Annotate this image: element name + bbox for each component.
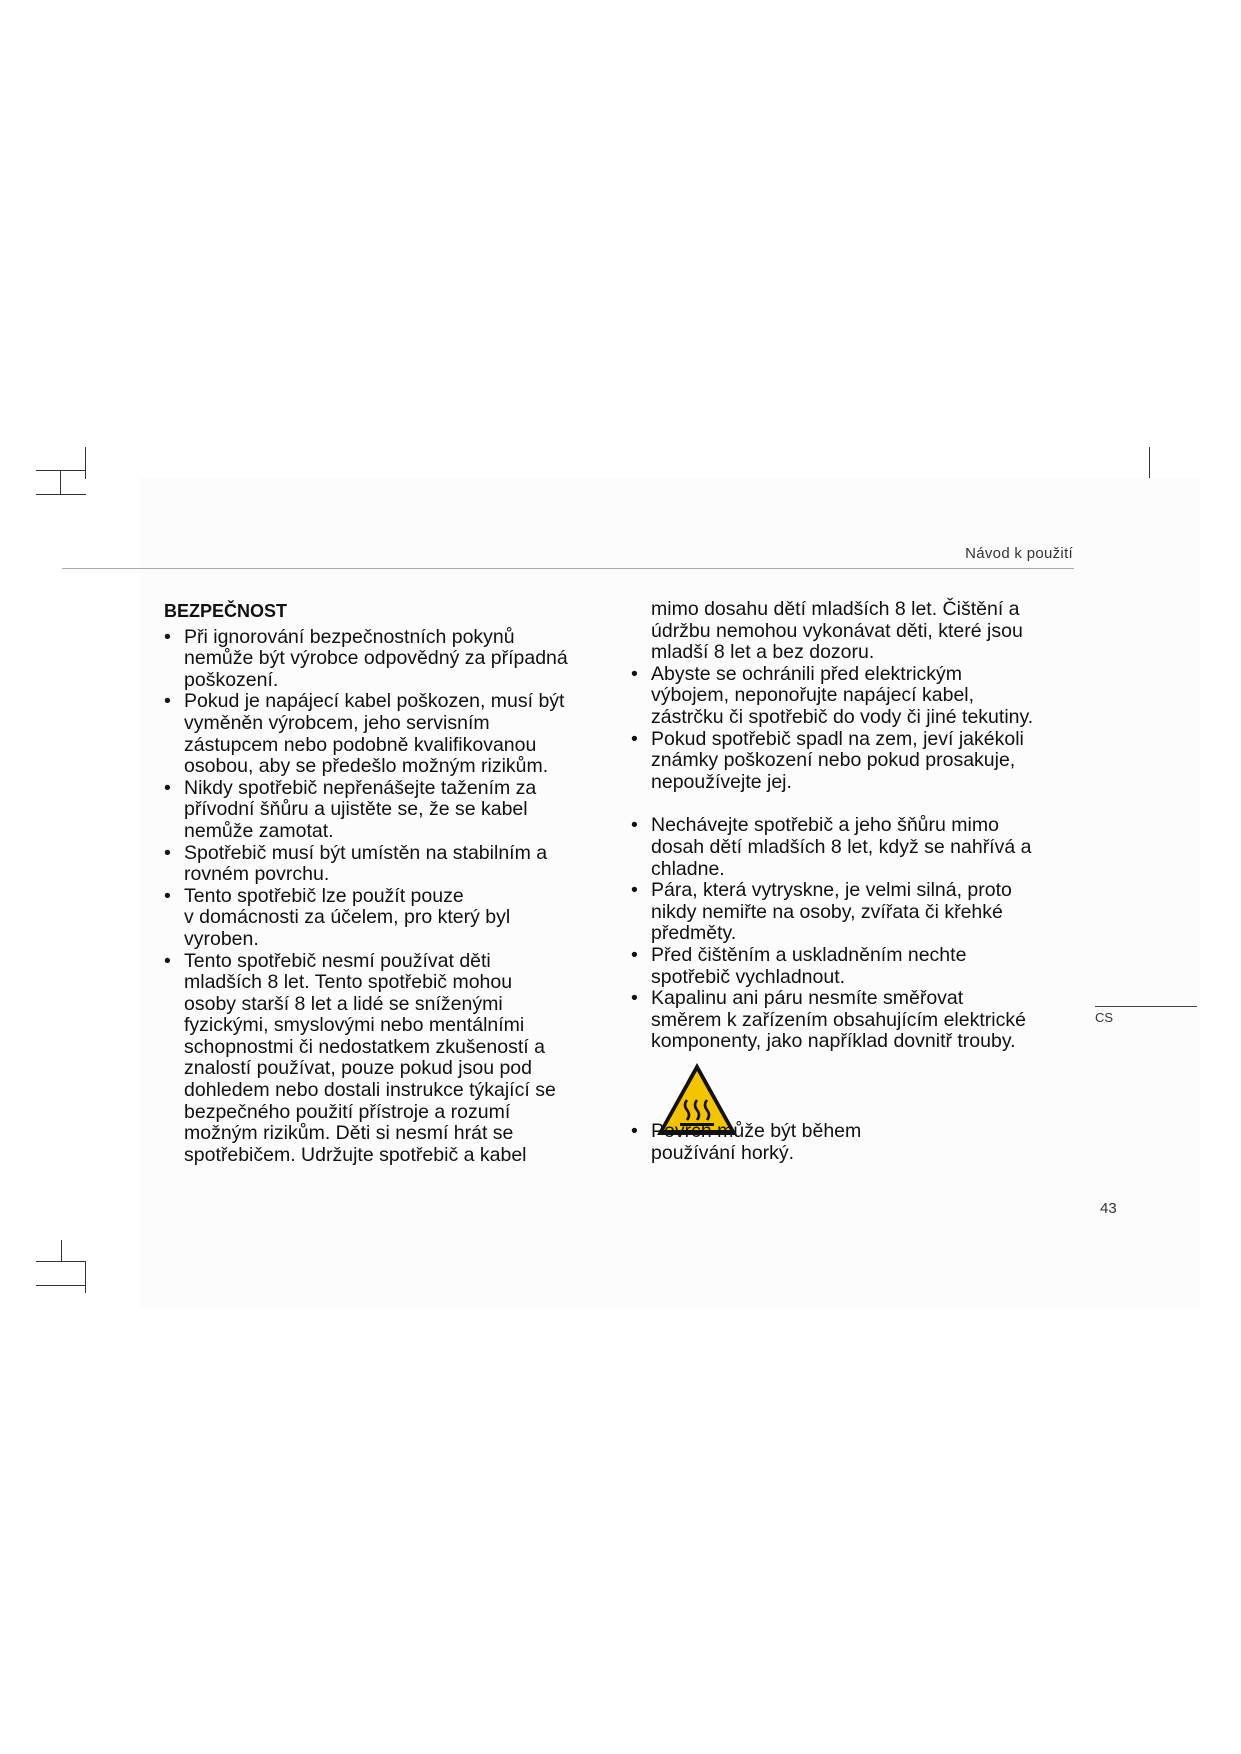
list-item-line: dosah dětí mladších 8 let, když se nahřívá a [651, 835, 1032, 858]
list-item-line: komponenty, jako například dovnitř trouby. [651, 1030, 1016, 1053]
list-item-line: spotřebič vychladnout. [651, 965, 846, 988]
list-item-line: zástrčku či spotřebič do vody či jiné tekutiny. [651, 705, 1034, 728]
list-item [164, 886, 624, 951]
list-item [631, 880, 1091, 945]
list-item-line: nemůže být výrobce odpovědný za případná [184, 647, 568, 670]
list-item-line: zástupcem nebo podobně kvalifikovanou [184, 733, 537, 756]
safety-list-right-a [631, 664, 1091, 794]
header-rule [62, 568, 1074, 569]
right-column [631, 599, 1091, 1053]
bullet-icon: • [631, 727, 638, 750]
crop-mark [36, 1285, 86, 1286]
bullet-icon: • [164, 884, 171, 907]
crop-mark [36, 470, 86, 471]
list-item [164, 691, 624, 777]
list-item [631, 945, 1091, 988]
list-item [164, 627, 624, 692]
crop-mark [85, 447, 86, 479]
list-item-line: Kapalinu ani páru nesmíte směřovat [651, 987, 964, 1010]
section-title: BEZPEČNOST [164, 601, 288, 621]
list-item [164, 951, 624, 1167]
list-item [164, 778, 624, 843]
bullet-icon: • [164, 625, 171, 648]
list-item [164, 843, 624, 886]
list-item-line: poškození. [184, 668, 279, 691]
list-item-line: mladších 8 let. Tento spotřebič mohou [184, 971, 513, 994]
list-item-line: Tento spotřebič lze použít pouze [184, 884, 464, 907]
list-item-line: bezpečného použití přístroje a rozumí [184, 1100, 511, 1123]
list-item-line: předměty. [651, 922, 737, 945]
list-item-line: nemůže zamotat. [184, 819, 334, 842]
list-item-line: v domácnosti za účelem, pro který byl [184, 906, 511, 929]
bullet-icon: • [164, 776, 171, 799]
bullet-icon: • [164, 949, 171, 972]
hot-surface-line-1: Povrch může být během [651, 1120, 862, 1142]
list-item-line: osoby starší 8 let a lidé se sníženými [184, 992, 503, 1015]
hot-surface-text: • Povrch může být během používání horký. [631, 1120, 862, 1164]
list-item-line: fyzickými, smyslovými nebo mentálními [184, 1014, 525, 1037]
list-item-line: Při ignorování bezpečnostních pokynů [184, 625, 515, 648]
list-item [631, 664, 1091, 729]
bullet-icon: • [631, 814, 638, 837]
list-item-line: přívodní šňůru a ujistěte se, že se kabel [184, 798, 528, 821]
list-item-line: směrem k zařízením obsahujícím elektrické [651, 1008, 1026, 1031]
list-item-line: vyroben. [184, 927, 259, 950]
list-item-line: Abyste se ochránili před elektrickým [651, 662, 963, 685]
list-item [631, 988, 1091, 1053]
list-item-line: Tento spotřebič nesmí používat děti [184, 949, 491, 972]
list-item-line: Spotřebič musí být umístěn na stabilním a [184, 841, 548, 864]
language-tab-rule [1095, 1006, 1197, 1007]
list-item [631, 815, 1091, 880]
crop-mark [85, 1261, 86, 1293]
safety-list-left [164, 627, 624, 1167]
safety-list-right-b [631, 815, 1091, 1053]
list-item-line: známky poškození nebo pokud prosakuje, [651, 749, 1016, 772]
bullet-icon: • [164, 690, 171, 713]
list-item-line: výbojem, neponořujte napájecí kabel, [651, 684, 975, 707]
continuation-line: mimo dosahu dětí mladších 8 let. Čištění a [651, 598, 1020, 620]
bullet-icon: • [631, 879, 638, 902]
continuation-line: mladší 8 let a bez dozoru. [651, 641, 875, 664]
continuation-text [631, 599, 1091, 664]
bullet-icon: • [631, 987, 638, 1010]
spacer [631, 793, 1091, 815]
crop-mark [36, 494, 86, 495]
list-item-line: Nikdy spotřebič nepřenášejte tažením za [184, 776, 537, 799]
language-tab: CS [1095, 1010, 1114, 1025]
list-item-line: Před čištěním a uskladněním nechte [651, 943, 967, 966]
bullet-icon: • [631, 943, 638, 966]
list-item-line: nepoužívejte jej. [651, 770, 792, 793]
list-item-line: spotřebičem. Udržujte spotřebič a kabel [184, 1143, 527, 1166]
list-item-line: vyměněn výrobcem, jeho servisním [184, 711, 490, 734]
bullet-icon: • [164, 841, 171, 864]
list-item-line: Pára, která vytryskne, je velmi silná, proto [651, 879, 1012, 902]
page-number: 43 [1100, 1200, 1117, 1217]
list-item [631, 729, 1091, 794]
list-item-line: rovném povrchu. [184, 863, 330, 886]
hot-surface-line-2: používání horký. [651, 1141, 795, 1164]
list-item-line: Pokud spotřebič spadl na zem, jeví jakékoli [651, 727, 1024, 750]
list-item-line: schopnostmi či nedostatkem zkušeností a [184, 1035, 545, 1058]
crop-mark [60, 470, 61, 494]
list-item-line: dohledem nebo dostali instrukce týkající se [184, 1079, 556, 1102]
list-item-line: znalostí používat, pouze pokud jsou pod [184, 1057, 532, 1080]
list-item-line: Pokud je napájecí kabel poškozen, musí být [184, 690, 565, 713]
crop-mark [1149, 447, 1150, 479]
list-item-line: nikdy nemiřte na osoby, zvířata či křehké [651, 900, 1003, 923]
list-item-line: chladne. [651, 857, 725, 880]
list-item-line: možným rizikům. Děti si nesmí hrát se [184, 1122, 514, 1145]
bullet-icon: • [631, 662, 638, 685]
list-item-line: osobou, aby se předešlo možným rizikům. [184, 755, 549, 778]
continuation-line: údržbu nemohou vykonávat děti, které jsou [651, 619, 1023, 642]
left-column [164, 601, 624, 1166]
crop-mark [36, 1261, 86, 1262]
crop-mark [61, 1240, 62, 1261]
header-label: Návod k použití [965, 545, 1073, 562]
list-item-line: Nechávejte spotřebič a jeho šňůru mimo [651, 814, 999, 837]
